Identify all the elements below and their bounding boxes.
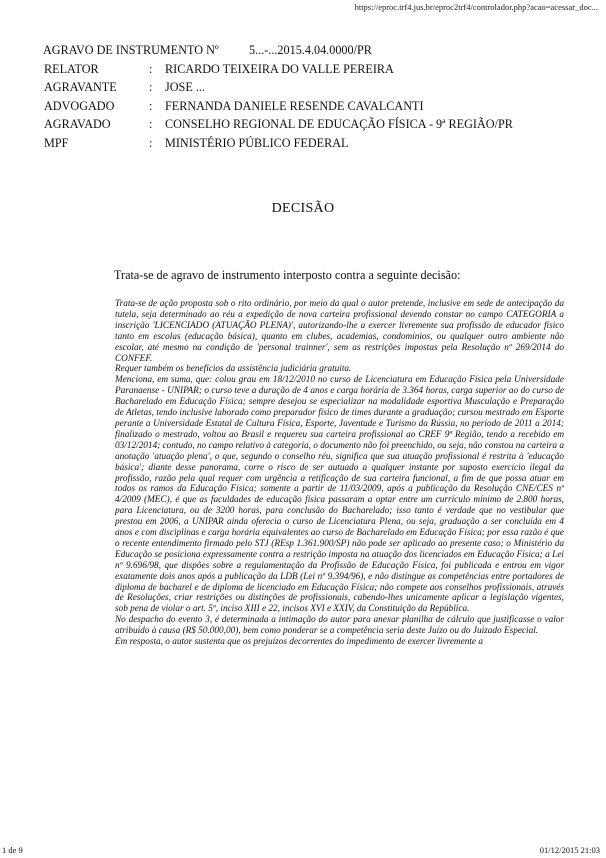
header-row-agravante (44, 80, 564, 99)
case-number-value: 5...-...2015.4.04.0000/PR (249, 43, 372, 57)
paragraph: Menciona, em suma, que: colou grau em 18/12/2010 no curso de Licenciatura em Educação Física pela Universidade Paranaense - UNIPAR; o curso teve a duração de 4 anos e carga horária de 3.364 horas, carga superior ao do curso de Bacharelado em Educação Física; sempre desejou se especializar na modalidade esportiva Musculação e Preparação de Atletas, tendo inclusive laborado como preparador físico de times durante a graduação; cursou mestrado em Esporte perante a Universidade Estatal de Cultura Física, Esporte, Juventude e Turismo da Rússia, no período de 2011 a 2014; finalizado o mestrado, voltou ao Brasil e requereu sua carteira profissional ao CREF 9ª Região, tendo a recebido em 03/12/2014; contudo, no campo relativo à categoria, o documento não foi preenchido, ou seja, não constou na carteira a anotação 'atuação plena', o que, segundo o conselho réu, significa que sua atuação profissional é restrita à 'educação básica'; diante desse panorama, corre o risco de ser autuado a qualquer instante por suposto exercício ilegal da profissão, razão pela qual requer com urgência a retificação de sua carteira funcional, a fim de que possa atuar em todos os ramos da Educação Física; somente a partir de 11/03/2009, após a publicação da Resolução CNE/CES nº 4/2009 (MEC), é que as faculdades de educação física passaram a optar entre um currículo mínimo de 2.800 horas, para Licenciatura, ou de 3200 horas, para conclusão do Bacharelado; isso tanto é verdade que no vestibular que prestou em 2006, a UNIPAR ainda oferecia o curso de Licenciatura Plena, ou seja, graduação a ser concluída em 4 anos e com disciplinas e carga horária equivalentes ao curso de Bacharelado em Educação Física; por essa razão é que o recente entendimento firmado pelo STJ (REsp 1.361.900/SP) não pode ser aplicado ao presente caso; o Ministério da Educação se posiciona expressamente contra a restrição imposta na atuação dos licenciados em Educação Física; a Lei nº 9.696/98, que dispões sobre a regulamentação da Profissão de Educação Física, foi publicada e entrou em vigor exatamente dois anos após a publicação da LDB (Lei nº 9.394/96), e não distingue as competências entre portadores de diploma de bacharel e de diploma de licenciado em Educação Física; não compete aos conselhos profissionais, através de Resoluções, criar restrições ou distinções de profissionais, cabendo-lhes unicamente aplicar a legislação vigentes, sob pena de violar o art. 5º, inciso XIII e 22, incisos XVI e XXIV, da Constituição da República. (115, 375, 564, 615)
header-row-mpf (44, 136, 564, 155)
document-title: DECISÃO (271, 201, 335, 216)
quoted-decision (115, 299, 564, 648)
header-colon: : (149, 98, 153, 113)
header-colon: : (149, 117, 153, 131)
header-label: AGRAVADO (44, 117, 111, 131)
header-value: CONSELHO REGIONAL DE EDUCAÇÃO FÍSICA - 9ª REGIÃO/PR (165, 117, 513, 131)
case-header (44, 43, 564, 154)
paragraph: No despacho do evento 3, é determinada a intimação do autor para anexar planilha de cálculo que justificasse o valor atribuído à causa (R$ 50.000,00), bem como ponderar se a competência seria deste Juízo ou do Juizado Especial. (115, 615, 564, 637)
header-label: MPF (44, 135, 69, 150)
print-datetime: 01/12/2015 21:03 (539, 845, 600, 855)
header-row-agravado (44, 117, 564, 136)
header-value: RICARDO TEIXEIRA DO VALLE PEREIRA (165, 61, 394, 76)
paragraph: Em resposta, o autor sustenta que os prejuízos decorrentes do impedimento de exercer livremente a (115, 637, 483, 648)
header-row-advogado (44, 99, 564, 118)
header-colon: : (149, 61, 153, 76)
header-label: AGRAVO DE INSTRUMENTO Nº (43, 43, 219, 57)
header-label: RELATOR (44, 61, 99, 76)
header-row-case-number (44, 43, 564, 62)
intro-sentence: Trata-se de agravo de instrumento interposto contra a seguinte decisão: (114, 268, 461, 282)
header-value: MINISTÉRIO PÚBLICO FEDERAL (165, 135, 349, 150)
paragraph: Trata-se de ação proposta sob o rito ordinário, por meio da qual o autor pretende, inclusive em sede de antecipação da tutela, seja determinado ao réu a expedição de nova carteira profissional devendo constar no campo CATEGORIA a inscrição 'LICENCIADO (ATUAÇÃO PLENA)', autorizando-lhe a exercer livremente sua profissão de educador físico tanto em escolas (educação básica), quanto em clubes, academias, condomínios, ou qualquer outro ambiente não escolar, até mesmo na condição de 'personal trainner', sem as restrições impostas pela Resolução nº 269/2014 do CONFEF. (115, 299, 564, 364)
print-url: https://eproc.trf4.jus.br/eproc2trf4/controlador.php?acao=acessar_doc... (354, 2, 598, 12)
header-label: ADVOGADO (44, 98, 115, 113)
header-value: JOSE ... (165, 80, 205, 94)
header-colon: : (149, 80, 153, 94)
paragraph: Requer também os benefícios da assistência judiciária gratuita. (115, 364, 352, 375)
page-counter: 1 de 9 (2, 845, 23, 855)
header-colon: : (149, 135, 153, 150)
header-label: AGRAVANTE (44, 80, 117, 94)
header-value: FERNANDA DANIELE RESENDE CAVALCANTI (165, 98, 424, 113)
header-row-relator (44, 62, 564, 81)
